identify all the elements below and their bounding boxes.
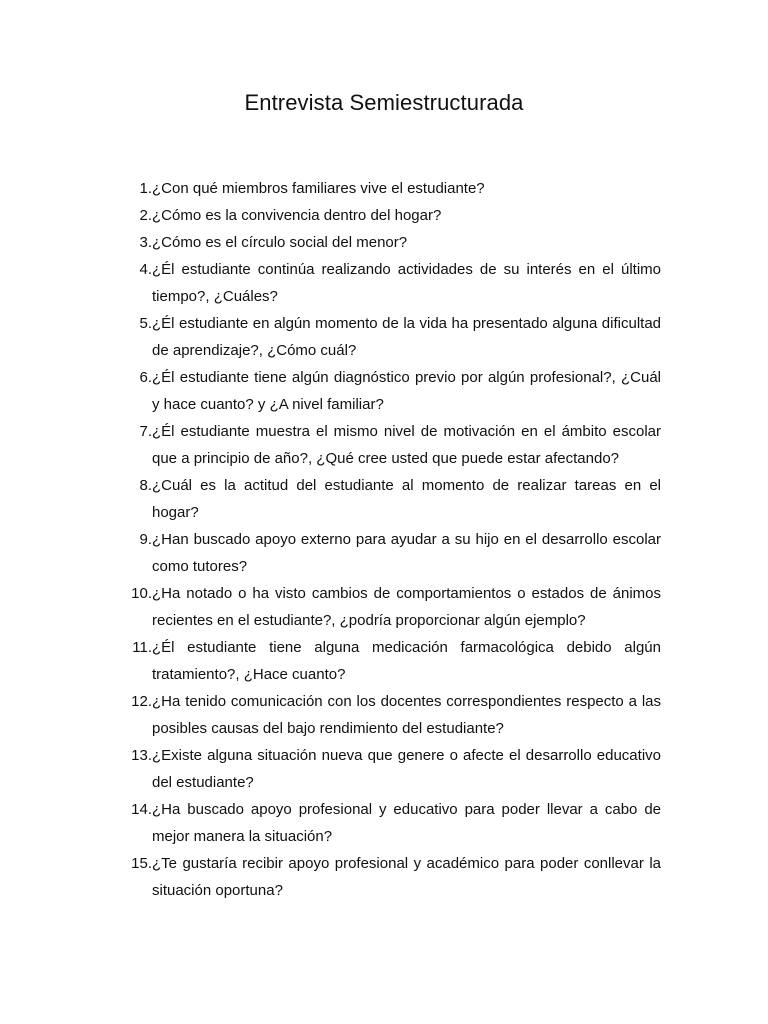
question-number: 1. — [139, 180, 152, 197]
question-item-11 — [125, 634, 661, 688]
question-number: 3. — [139, 234, 152, 251]
question-item-14 — [125, 796, 661, 850]
question-text: ¿Él estudiante continúa realizando actividades de su interés en el último tiempo?, ¿Cuáles? — [152, 261, 661, 305]
question-text: ¿Con qué miembros familiares vive el estudiante? — [152, 180, 485, 197]
question-text: ¿Te gustaría recibir apoyo profesional y académico para poder conllevar la situación oportuna? — [152, 855, 661, 899]
question-item-7 — [125, 418, 661, 472]
question-number: 2. — [139, 207, 152, 224]
question-number: 9. — [139, 531, 152, 548]
question-text: ¿Él estudiante muestra el mismo nivel de motivación en el ámbito escolar que a principio de año?, ¿Qué cree usted que puede estar afectando? — [152, 423, 661, 467]
question-number: 6. — [139, 369, 152, 386]
question-text: ¿Cuál es la actitud del estudiante al momento de realizar tareas en el hogar? — [152, 477, 661, 521]
question-item-1 — [125, 175, 661, 202]
question-text: ¿Cómo es la convivencia dentro del hogar? — [152, 207, 442, 224]
question-list — [125, 175, 661, 904]
question-item-15 — [125, 850, 661, 904]
document-title: Entrevista Semiestructurada — [244, 90, 524, 115]
question-number: 5. — [139, 315, 152, 332]
question-text: ¿Ha tenido comunicación con los docentes correspondientes respecto a las posibles causas del bajo rendimiento del estudiante? — [152, 693, 661, 737]
question-text: ¿Cómo es el círculo social del menor? — [152, 234, 408, 251]
question-text: ¿Él estudiante en algún momento de la vida ha presentado alguna dificultad de aprendizaje?, ¿Cómo cuál? — [152, 315, 661, 359]
question-item-4 — [125, 256, 661, 310]
question-item-9 — [125, 526, 661, 580]
question-number: 13. — [131, 747, 152, 764]
question-text: ¿Existe alguna situación nueva que genere o afecte el desarrollo educativo del estudiante? — [152, 747, 661, 791]
question-number: 8. — [139, 477, 152, 494]
question-number: 15. — [131, 855, 152, 872]
question-number: 11. — [132, 639, 152, 656]
question-number: 10. — [131, 585, 152, 602]
question-number: 7. — [139, 423, 152, 440]
question-item-8 — [125, 472, 661, 526]
question-item-13 — [125, 742, 661, 796]
question-text: ¿Él estudiante tiene alguna medicación farmacológica debido algún tratamiento?, ¿Hace cuanto? — [152, 639, 661, 683]
question-text: ¿Él estudiante tiene algún diagnóstico previo por algún profesional?, ¿Cuál y hace cuanto? y ¿A nivel familiar? — [152, 369, 661, 413]
question-item-6 — [125, 364, 661, 418]
question-number: 12. — [131, 693, 152, 710]
question-text: ¿Han buscado apoyo externo para ayudar a su hijo en el desarrollo escolar como tutores? — [152, 531, 661, 575]
question-item-10 — [125, 580, 661, 634]
question-item-2 — [125, 202, 661, 229]
question-number: 14. — [131, 801, 152, 818]
question-text: ¿Ha notado o ha visto cambios de comportamientos o estados de ánimos recientes en el estudiante?, ¿podría proporcionar algún ejemplo? — [152, 585, 661, 629]
question-item-12 — [125, 688, 661, 742]
question-item-3 — [125, 229, 661, 256]
question-text: ¿Ha buscado apoyo profesional y educativo para poder llevar a cabo de mejor manera la situación? — [152, 801, 661, 845]
question-number: 4. — [139, 261, 152, 278]
question-item-5 — [125, 310, 661, 364]
